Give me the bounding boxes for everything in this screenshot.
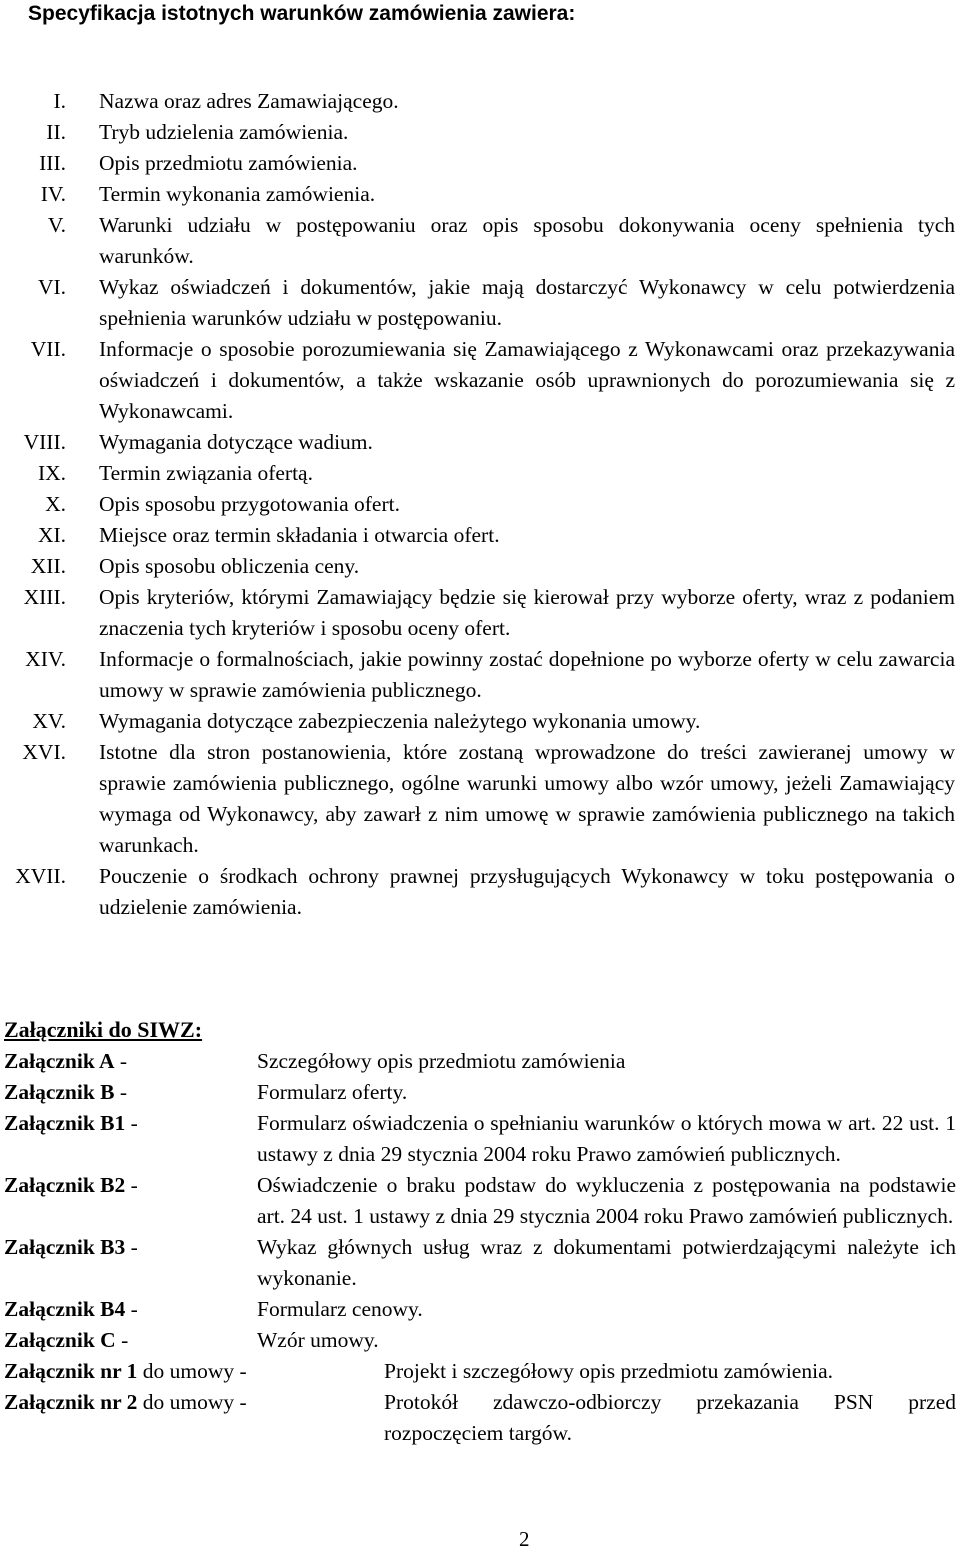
section-item: [0, 179, 960, 210]
attachment-suffix: -: [125, 1297, 138, 1321]
section-text: Warunki udziału w postępowaniu oraz opis sposobu dokonywania oceny spełnienia tych warunków.: [99, 213, 955, 268]
attachment-label: [4, 1170, 138, 1201]
section-text: Tryb udzielenia zamówienia.: [99, 120, 349, 144]
section-item: [0, 427, 960, 458]
section-text: Wymagania dotyczące wadium.: [99, 430, 373, 454]
section-number: XII.: [30, 554, 66, 578]
section-text: Informacje o formalnościach, jakie powinny zostać dopełnione po wyborze oferty w celu zawarcia umowy w sprawie zamówienia publicznego.: [99, 647, 955, 702]
attachment-label: [4, 1387, 247, 1418]
section-item: [0, 117, 960, 148]
section-item: [0, 210, 960, 272]
attachment-description: Formularz cenowy.: [257, 1297, 423, 1321]
attachment-suffix: -: [115, 1328, 129, 1352]
section-number: VII.: [30, 337, 66, 361]
attachment-id: Załącznik A: [4, 1049, 115, 1073]
section-text: Informacje o sposobie porozumiewania się Zamawiającego z Wykonawcami oraz przekazywania oświadczeń i dokumentów, a także wskazanie osób uprawnionych do porozumiewania się z Wykonawcami.: [99, 337, 955, 423]
attachment-id: Załącznik nr 1: [4, 1359, 138, 1383]
attachment-suffix: -: [125, 1111, 138, 1135]
section-number: VI.: [37, 275, 66, 299]
section-item: [0, 861, 960, 923]
attachment-description: Formularz oferty.: [257, 1080, 408, 1104]
section-text: Termin związania ofertą.: [99, 461, 313, 485]
attachment-description: Wykaz głównych usług wraz z dokumentami potwierdzającymi należyte ich wykonanie.: [257, 1235, 956, 1290]
section-item: [0, 334, 960, 427]
attachment-id: Załącznik B1: [4, 1111, 126, 1135]
section-number: XI.: [37, 523, 66, 547]
section-text: Opis sposobu przygotowania ofert.: [99, 492, 400, 516]
attachment-suffix: -: [125, 1173, 138, 1197]
section-text: Opis kryteriów, którymi Zamawiający będzie się kierował przy wyborze oferty, wraz z podaniem znaczenia tych kryteriów i sposobu oceny ofert.: [99, 585, 955, 640]
attachment-id: Załącznik B2: [4, 1173, 126, 1197]
sections-list: [0, 86, 960, 923]
attachment-suffix: do umowy -: [137, 1390, 247, 1414]
section-number: XIII.: [23, 585, 66, 609]
section-number: XVII.: [15, 864, 66, 888]
attachment-row: [4, 1108, 956, 1170]
section-text: Miejsce oraz termin składania i otwarcia ofert.: [99, 523, 500, 547]
section-number: V.: [47, 213, 66, 237]
section-number: I.: [53, 89, 66, 113]
attachment-id: Załącznik C: [4, 1328, 116, 1352]
attachments-heading: Załączniki do SIWZ:: [4, 1017, 203, 1042]
attachment-description: Szczegółowy opis przedmiotu zamówienia: [257, 1049, 626, 1073]
section-number: XIV.: [25, 647, 66, 671]
section-item: [0, 458, 960, 489]
section-item: [0, 272, 960, 334]
attachment-row: [4, 1077, 956, 1108]
attachment-row: [4, 1170, 956, 1232]
section-text: Pouczenie o środkach ochrony prawnej przysługujących Wykonawcy w toku postępowania o udzielenie zamówienia.: [99, 864, 955, 919]
section-text: Wymagania dotyczące zabezpieczenia należytego wykonania umowy.: [99, 709, 701, 733]
section-item: [0, 644, 960, 706]
section-number: IX.: [37, 461, 66, 485]
section-number: III.: [39, 151, 66, 175]
section-item: [0, 551, 960, 582]
attachment-label: [4, 1108, 138, 1139]
attachment-description: Protokół zdawczo-odbiorczy przekazania PSN przed rozpoczęciem targów.: [384, 1390, 956, 1445]
attachments-list: [4, 1046, 956, 1449]
section-number: II.: [46, 120, 66, 144]
attachment-label: [4, 1077, 127, 1108]
section-number: XV.: [32, 709, 66, 733]
attachment-row: [4, 1356, 956, 1387]
page-heading: Specyfikacja istotnych warunków zamówienia zawiera:: [28, 2, 576, 25]
attachment-row: [4, 1387, 956, 1449]
section-item: [0, 706, 960, 737]
section-item: [0, 520, 960, 551]
attachment-suffix: -: [114, 1049, 128, 1073]
section-text: Opis sposobu obliczenia ceny.: [99, 554, 360, 578]
attachment-row: [4, 1232, 956, 1294]
attachment-description: Projekt i szczegółowy opis przedmiotu zamówienia.: [384, 1359, 833, 1383]
section-text: Istotne dla stron postanowienia, które zostaną wprowadzone do treści zawieranej umowy w sprawie zamówienia publicznego, ogólne warunki umowy albo wzór umowy, jeżeli Zamawiający wymaga od Wykonawcy, aby zawarł z nim umowę w sprawie zamówienia publicznego na takich warunkach.: [99, 740, 955, 857]
section-item: [0, 489, 960, 520]
attachment-description: Oświadczenie o braku podstaw do wykluczenia z postępowania na podstawie art. 24 ust. 1 ustawy z dnia 29 stycznia 2004 roku Prawo zamówień publicznych.: [257, 1173, 956, 1228]
attachment-id: Załącznik B3: [4, 1235, 126, 1259]
section-item: [0, 737, 960, 861]
attachment-id: Załącznik nr 2: [4, 1390, 138, 1414]
section-item: [0, 582, 960, 644]
page-number: 2: [519, 1527, 530, 1551]
section-number: VIII.: [23, 430, 66, 454]
section-number: IV.: [40, 182, 66, 206]
section-number: XVI.: [22, 740, 66, 764]
attachment-label: [4, 1325, 128, 1356]
attachment-suffix: do umowy -: [137, 1359, 247, 1383]
attachment-suffix: -: [114, 1080, 128, 1104]
attachment-row: [4, 1325, 956, 1356]
attachment-id: Załącznik B: [4, 1080, 115, 1104]
attachment-suffix: -: [125, 1235, 138, 1259]
section-item: [0, 86, 960, 117]
attachment-row: [4, 1046, 956, 1077]
attachment-label: [4, 1294, 138, 1325]
section-item: [0, 148, 960, 179]
attachment-description: Formularz oświadczenia o spełnianiu warunków o których mowa w art. 22 ust. 1 ustawy z dnia 29 stycznia 2004 roku Prawo zamówień publicznych.: [257, 1111, 956, 1166]
section-text: Opis przedmiotu zamówienia.: [99, 151, 358, 175]
section-text: Nazwa oraz adres Zamawiającego.: [99, 89, 399, 113]
attachment-row: [4, 1294, 956, 1325]
attachment-label: [4, 1356, 247, 1387]
attachment-label: [4, 1232, 138, 1263]
section-text: Termin wykonania zamówienia.: [99, 182, 376, 206]
section-text: Wykaz oświadczeń i dokumentów, jakie mają dostarczyć Wykonawcy w celu potwierdzenia spełnienia warunków udziału w postępowaniu.: [99, 275, 955, 330]
section-number: X.: [45, 492, 66, 516]
attachment-id: Załącznik B4: [4, 1297, 126, 1321]
attachment-label: [4, 1046, 127, 1077]
attachment-description: Wzór umowy.: [257, 1328, 379, 1352]
